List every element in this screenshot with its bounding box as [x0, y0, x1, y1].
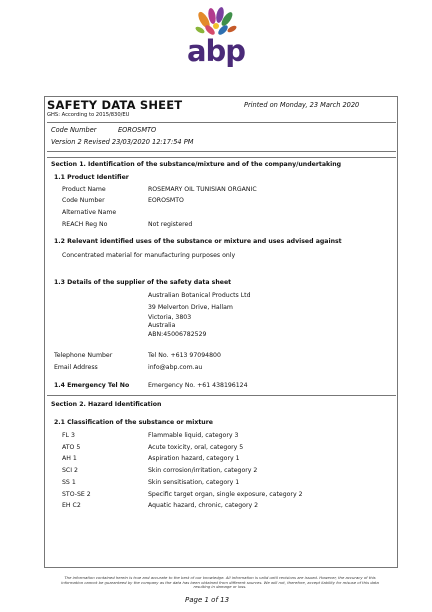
telephone-value: Tel No. +613 97094800: [148, 352, 221, 359]
document-title: SAFETY DATA SHEET: [47, 98, 183, 112]
section1-title: Section 1. Identification of the substance/mixture and of the company/undertaking: [51, 161, 342, 168]
hazard-code: SS 1: [62, 479, 76, 486]
hazard-code: EH C2: [62, 502, 81, 509]
s1-4-title: 1.4 Emergency Tel No: [54, 382, 130, 389]
code-number-value: EOROSMTO: [118, 126, 157, 134]
telephone-label: Telephone Number: [54, 352, 113, 359]
hazard-code: STO-SE 2: [62, 491, 91, 498]
product-name-label: Product Name: [62, 186, 106, 193]
ghs-note: GHS: According to 2015/830/EU: [47, 112, 130, 118]
reach-label: REACH Reg No: [62, 221, 108, 228]
uses-text: Concentrated material for manufacturing purposes only: [62, 252, 236, 259]
hazard-code: SCI 2: [62, 467, 78, 474]
company-name: Australian Botanical Products Ltd: [148, 292, 251, 299]
hazard-desc: Skin corrosion/irritation, category 2: [148, 467, 258, 474]
hazard-code: FL 3: [62, 432, 75, 439]
s2-1-title: 2.1 Classification of the substance or mixture: [54, 419, 213, 426]
hazard-desc: Aspiration hazard, category 1: [148, 455, 240, 462]
address-line3: Australia: [148, 322, 176, 329]
page-number: Page 1 of 13: [185, 596, 230, 604]
hazard-desc: Flammable liquid, category 3: [148, 432, 239, 439]
hazard-desc: Skin sensitisation, category 1: [148, 479, 240, 486]
logo-text: abp: [186, 34, 246, 68]
email-label: Email Address: [54, 364, 98, 371]
emergency-number: Emergency No. +61 438196124: [148, 382, 248, 389]
s1-2-title: 1.2 Relevant identified uses of the substance or mixture and uses advised against: [54, 238, 342, 245]
company-logo: [176, 6, 256, 72]
abn-number: ABN:45006782529: [148, 331, 207, 338]
section1-divider: [47, 157, 396, 158]
section2-divider: [47, 395, 396, 396]
code-box: [47, 122, 396, 152]
hazard-desc: Acute toxicity, oral, category 5: [148, 444, 244, 451]
hazard-desc: Specific target organ, single exposure, category 2: [148, 491, 303, 498]
disclaimer-text: The information contained herein is true and accurate to the best of our knowledge. All information is valid until revisions are issued. However, the accuracy of this information cannot be guaranteed by the company as the data has been obtained from different sources. We will not, therefore, accept liability for misuse of this data resulting in damage or loss.: [61, 575, 379, 590]
email-value[interactable]: info@abp.com.au: [148, 364, 203, 371]
reach-value: Not registered: [148, 221, 193, 228]
version-line: Version 2 Revised 23/03/2020 12:17:54 PM: [51, 138, 194, 146]
code-number-row-label: Code Number: [62, 197, 105, 204]
s1-3-title: 1.3 Details of the supplier of the safety data sheet: [54, 279, 232, 286]
printed-date: Printed on Monday, 23 March 2020: [244, 101, 360, 109]
section2-title: Section 2. Hazard Identification: [51, 401, 162, 408]
address-line1: 39 Melverton Drive, Hallam: [148, 304, 233, 311]
code-number-label: Code Number: [51, 126, 97, 134]
alternative-name-label: Alternative Name: [62, 209, 117, 216]
hazard-code: AH 1: [62, 455, 77, 462]
address-line2: Victoria, 3803: [148, 314, 192, 321]
product-name-value: ROSEMARY OIL TUNISIAN ORGANIC: [148, 186, 257, 193]
code-number-row-value: EOROSMTO: [148, 197, 184, 204]
s1-1-title: 1.1 Product Identifier: [54, 174, 129, 181]
hazard-desc: Aquatic hazard, chronic, category 2: [148, 502, 259, 509]
hazard-code: ATO 5: [62, 444, 81, 451]
